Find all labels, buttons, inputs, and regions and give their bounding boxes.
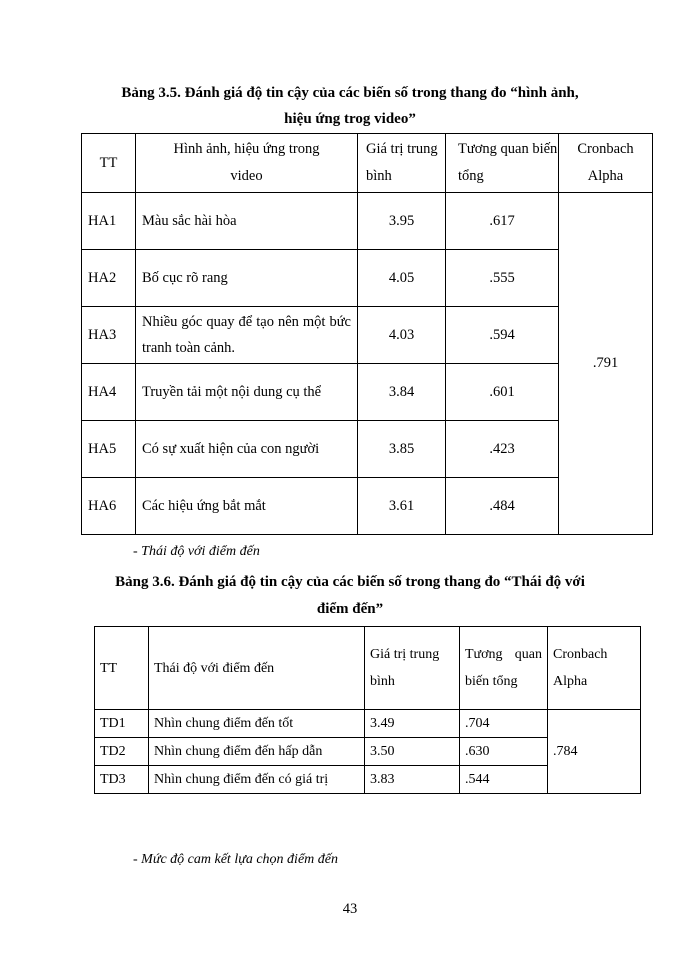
table1-header-row: [82, 134, 653, 193]
table-row: [95, 710, 641, 738]
table1-cell-tt: HA6: [82, 478, 136, 535]
table2-header-row: [95, 627, 641, 710]
table1-cell-tt: HA5: [82, 421, 136, 478]
table1-cell-corr: .423: [446, 421, 559, 478]
table2-cell-tt: TD2: [95, 738, 149, 766]
page-number: 43: [342, 901, 358, 917]
table1-cell-tt: HA2: [82, 250, 136, 307]
table2-cell-item: Nhìn chung điểm đến tốt: [149, 710, 365, 738]
table1-cell-mean: 3.95: [358, 193, 446, 250]
table2-header-alpha: Cronbach Alpha: [548, 627, 641, 710]
table2-caption-line2: điểm đến”: [316, 601, 384, 617]
table2-cell-alpha: .784: [548, 710, 641, 794]
table2-cell-mean: 3.49: [365, 710, 460, 738]
table2-cell-corr: .630: [460, 738, 548, 766]
reliability-table-attitude: [94, 626, 641, 794]
table1-cell-item: Truyền tải một nội dung cụ thể: [136, 364, 358, 421]
table1-cell-alpha: .791: [559, 193, 653, 535]
table1-header-item: Hình ảnh, hiệu ứng trong video: [136, 134, 358, 193]
table1-cell-mean: 4.05: [358, 250, 446, 307]
table1-cell-mean: 3.85: [358, 421, 446, 478]
table2-cell-tt: TD3: [95, 766, 149, 794]
table1-cell-tt: HA3: [82, 307, 136, 364]
table1-cell-item: Bố cục rõ rang: [136, 250, 358, 307]
table1-cell-corr: .601: [446, 364, 559, 421]
table1-cell-corr: .484: [446, 478, 559, 535]
table2-caption-line1: Bảng 3.6. Đánh giá độ tin cậy của các biến số trong thang đo “Thái độ với: [115, 574, 585, 590]
table1-cell-tt: HA4: [82, 364, 136, 421]
table2-header-mean: Giá trị trung bình: [365, 627, 460, 710]
table1-header-tt: TT: [82, 134, 136, 193]
table1-cell-item: Nhiều góc quay để tạo nên một bức tranh toàn cảnh.: [136, 307, 358, 364]
table1-cell-mean: 4.03: [358, 307, 446, 364]
table1-header-corr: Tương quan biến tổng: [446, 134, 559, 193]
table1-header-alpha: Cronbach Alpha: [559, 134, 653, 193]
table2-cell-corr: .704: [460, 710, 548, 738]
table2-cell-tt: TD1: [95, 710, 149, 738]
table1-cell-tt: HA1: [82, 193, 136, 250]
table1-header-mean: Giá trị trung bình: [358, 134, 446, 193]
table1-cell-mean: 3.84: [358, 364, 446, 421]
table1-cell-item: Có sự xuất hiện của con người: [136, 421, 358, 478]
reliability-table-image-effects: [81, 133, 653, 535]
table1-cell-corr: .555: [446, 250, 559, 307]
table1-cell-corr: .594: [446, 307, 559, 364]
table1-cell-item: Màu sắc hài hòa: [136, 193, 358, 250]
table1-cell-mean: 3.61: [358, 478, 446, 535]
table2-cell-item: Nhìn chung điểm đến hấp dẫn: [149, 738, 365, 766]
table2-header-corr: Tương quan biến tổng: [460, 627, 548, 710]
table2-cell-corr: .544: [460, 766, 548, 794]
table1-caption-line2: hiệu ứng trog video”: [284, 111, 416, 127]
table-row: [82, 193, 653, 250]
section-heading-attitude: - Thái độ với điểm đến: [133, 544, 260, 559]
table2-cell-mean: 3.83: [365, 766, 460, 794]
table2-cell-item: Nhìn chung điểm đến có giá trị: [149, 766, 365, 794]
table1-cell-item: Các hiệu ứng bắt mắt: [136, 478, 358, 535]
section-heading-commitment: - Mức độ cam kết lựa chọn điểm đến: [133, 852, 338, 867]
table1-cell-corr: .617: [446, 193, 559, 250]
table2-header-tt: TT: [95, 627, 149, 710]
table2-header-item: Thái độ với điểm đến: [149, 627, 365, 710]
table2-cell-mean: 3.50: [365, 738, 460, 766]
table1-caption-line1: Bảng 3.5. Đánh giá độ tin cậy của các biến số trong thang đo “hình ảnh,: [121, 85, 579, 101]
